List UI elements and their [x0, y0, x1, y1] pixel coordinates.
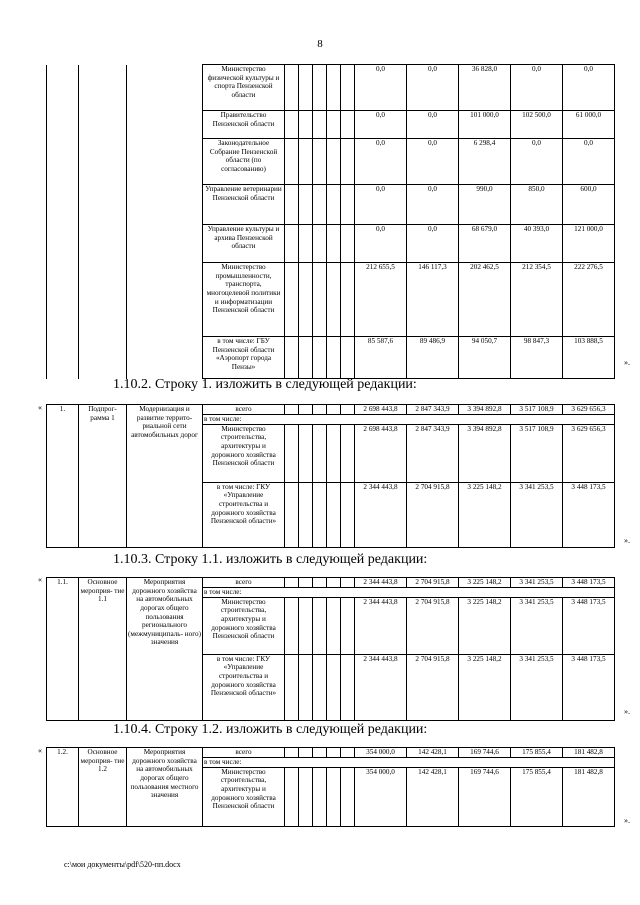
empty-cell — [79, 263, 127, 337]
empty-cell — [327, 225, 341, 263]
cell-value: 3 517 108,9 — [511, 405, 563, 415]
empty-cell — [313, 139, 327, 185]
cell-value: 0,0 — [407, 225, 459, 263]
label-total: всего — [203, 405, 285, 415]
footer-file-path: c:\мои документы\pdf\520-пп.docx — [64, 860, 181, 869]
cell-value: 98 847,3 — [511, 337, 563, 379]
cell-value: 222 276,5 — [563, 263, 615, 337]
cell-value: 0,0 — [407, 111, 459, 139]
empty-cell — [341, 337, 355, 379]
heading-2: 1.10.3. Строку 1.1. изложить в следующей редакции: — [113, 552, 428, 567]
table-row — [47, 263, 615, 337]
cell-value: 89 486,9 — [407, 337, 459, 379]
empty-cell — [285, 139, 299, 185]
measure-name: Мероприятия дорожного хозяйства на автомобильных дорогах общего пользования регионального (межмуниципаль- ного) значения — [127, 578, 203, 721]
org-name: Министерство строительства, архитектуры и дорожного хозяйства Пензенской области — [203, 597, 285, 654]
cell-value: 3 341 253,5 — [511, 654, 563, 720]
cell-value: 3 448 173,5 — [563, 578, 615, 588]
cell-value: 146 117,3 — [407, 263, 459, 337]
cell-value: 85 587,6 — [355, 337, 407, 379]
closing-quote-2: ». — [624, 536, 630, 545]
cell-value: 0,0 — [563, 65, 615, 111]
cell-value: 2 704 915,8 — [407, 654, 459, 720]
table-row-1 — [46, 404, 615, 548]
cell-value: 2 344 443,8 — [355, 654, 407, 720]
cell-value: 202 462,5 — [459, 263, 511, 337]
empty-cell — [327, 185, 341, 225]
cell-value: 36 828,0 — [459, 65, 511, 111]
empty-cell — [313, 185, 327, 225]
empty-cell — [47, 111, 79, 139]
empty-cell — [47, 139, 79, 185]
org-name: в том числе: ГБУ Пензенской области «Аэропорт города Пензы» — [203, 337, 285, 379]
closing-quote-1: ». — [624, 358, 630, 367]
cell-value: 0,0 — [407, 65, 459, 111]
empty-cell — [327, 65, 341, 111]
empty-cell — [47, 225, 79, 263]
cell-value: 990,0 — [459, 185, 511, 225]
empty-cell — [127, 185, 203, 225]
cell-value: 142 428,1 — [407, 767, 459, 826]
table-row — [47, 337, 615, 379]
empty-cell — [313, 65, 327, 111]
cell-value: 101 000,0 — [459, 111, 511, 139]
cell-value: 2 847 343,9 — [407, 424, 459, 482]
measure-name: Мероприятия дорожного хозяйства на автомобильных дорогах общего пользования местного значения — [127, 748, 203, 827]
cell-value: 2 344 443,8 — [355, 597, 407, 654]
table-row — [47, 65, 615, 111]
empty-cell — [285, 65, 299, 111]
cell-value: 3 394 892,8 — [459, 405, 511, 415]
table-row — [47, 111, 615, 139]
empty-cell — [341, 111, 355, 139]
table-row-1-2 — [46, 747, 615, 827]
subprogram-name: Основное мероприя- тие 1.1 — [79, 578, 127, 721]
cell-value: 3 394 892,8 — [459, 424, 511, 482]
empty-cell — [299, 263, 313, 337]
cell-value: 103 888,5 — [563, 337, 615, 379]
empty-cell — [299, 139, 313, 185]
empty-cell — [299, 111, 313, 139]
table-row — [47, 139, 615, 185]
org-name: Министерство физической культуры и спорта Пензенской области — [203, 65, 285, 111]
closing-quote-4: ». — [624, 816, 630, 825]
org-name: Министерство промышленности, транспорта, многоцелевой политики и информатизации Пензенской области — [203, 263, 285, 337]
cell-value: 102 500,0 — [511, 111, 563, 139]
empty-cell — [299, 337, 313, 379]
cell-value: 0,0 — [407, 185, 459, 225]
table-ministries — [46, 64, 615, 379]
empty-cell — [313, 263, 327, 337]
cell-value: 175 855,4 — [511, 748, 563, 758]
empty-cell — [285, 225, 299, 263]
cell-value: 68 679,0 — [459, 225, 511, 263]
cell-value: 600,0 — [563, 185, 615, 225]
org-name: Министерство строительства, архитектуры и дорожного хозяйства Пензенской области — [203, 424, 285, 482]
label-total: всего — [203, 748, 285, 758]
cell-value: 3 341 253,5 — [511, 578, 563, 588]
empty-cell — [285, 263, 299, 337]
empty-cell — [327, 337, 341, 379]
cell-value: 2 847 343,9 — [407, 405, 459, 415]
cell-value: 0,0 — [355, 65, 407, 111]
empty-cell — [299, 225, 313, 263]
org-name: Законодательное Собрание Пензенской области (по согласованию) — [203, 139, 285, 185]
empty-cell — [341, 139, 355, 185]
cell-value: 0,0 — [563, 139, 615, 185]
cell-value: 3 448 173,5 — [563, 482, 615, 547]
cell-value: 121 000,0 — [563, 225, 615, 263]
cell-value: 0,0 — [355, 111, 407, 139]
empty-cell — [79, 139, 127, 185]
empty-cell — [313, 225, 327, 263]
empty-cell — [79, 111, 127, 139]
empty-cell — [127, 111, 203, 139]
table-row — [47, 185, 615, 225]
org-name: Правительство Пензенской области — [203, 111, 285, 139]
org-name: в том числе: ГКУ «Управление строительства и дорожного хозяйства Пензенской области» — [203, 654, 285, 720]
cell-value: 2 704 915,8 — [407, 597, 459, 654]
cell-value: 2 344 443,8 — [355, 482, 407, 547]
cell-value: 40 393,0 — [511, 225, 563, 263]
cell-value: 3 517 108,9 — [511, 424, 563, 482]
cell-value: 3 629 656,3 — [563, 424, 615, 482]
empty-cell — [127, 263, 203, 337]
row-number: 1.2. — [47, 748, 79, 827]
empty-cell — [47, 263, 79, 337]
empty-cell — [47, 65, 79, 111]
label-total: всего — [203, 578, 285, 588]
cell-value: 3 341 253,5 — [511, 597, 563, 654]
cell-value: 2 344 443,8 — [355, 578, 407, 588]
empty-cell — [79, 225, 127, 263]
cell-value: 0,0 — [511, 139, 563, 185]
heading-1: 1.10.2. Строку 1. изложить в следующей редакции: — [113, 377, 417, 392]
cell-value: 3 225 148,2 — [459, 597, 511, 654]
cell-value: 181 482,8 — [563, 748, 615, 758]
cell-value: 3 225 148,2 — [459, 578, 511, 588]
cell-value: 3 341 253,5 — [511, 482, 563, 547]
cell-value: 175 855,4 — [511, 767, 563, 826]
cell-value: 3 225 148,2 — [459, 482, 511, 547]
cell-value: 94 050,7 — [459, 337, 511, 379]
cell-value: 212 655,5 — [355, 263, 407, 337]
empty-cell — [341, 263, 355, 337]
cell-value: 169 744,6 — [459, 748, 511, 758]
open-quote-2: « — [38, 403, 42, 412]
subprogram-name: Основное мероприя- тие 1.2 — [79, 748, 127, 827]
cell-value: 2 704 915,8 — [407, 482, 459, 547]
empty-cell — [313, 337, 327, 379]
cell-value: 3 629 656,3 — [563, 405, 615, 415]
org-name: Управление ветеринарии Пензенской области — [203, 185, 285, 225]
cell-value: 3 448 173,5 — [563, 597, 615, 654]
cell-value: 0,0 — [355, 139, 407, 185]
cell-value: 2 698 443,8 — [355, 424, 407, 482]
cell-value: 169 744,6 — [459, 767, 511, 826]
empty-cell — [47, 185, 79, 225]
cell-value: 142 428,1 — [407, 748, 459, 758]
cell-value: 181 482,8 — [563, 767, 615, 826]
empty-cell — [341, 65, 355, 111]
cell-value: 0,0 — [511, 65, 563, 111]
page-number: 8 — [317, 38, 323, 50]
empty-cell — [313, 111, 327, 139]
org-name: Управление культуры и архива Пензенской области — [203, 225, 285, 263]
cell-value: 6 298,4 — [459, 139, 511, 185]
cell-value: 0,0 — [355, 185, 407, 225]
empty-cell — [47, 337, 79, 379]
org-name: Министерство строительства, архитектуры и дорожного хозяйства Пензенской области — [203, 767, 285, 826]
open-quote-3: « — [38, 575, 42, 584]
label-incl: в том числе: — [203, 758, 615, 768]
cell-value: 3 225 148,2 — [459, 654, 511, 720]
cell-value: 2 704 915,8 — [407, 578, 459, 588]
empty-cell — [327, 263, 341, 337]
heading-3: 1.10.4. Строку 1.2. изложить в следующей редакции: — [113, 722, 428, 737]
closing-quote-3: ». — [624, 707, 630, 716]
measure-name: Модернизация и развитие террито- риальной сети автомобильных дорог — [127, 405, 203, 548]
empty-cell — [79, 185, 127, 225]
empty-cell — [127, 139, 203, 185]
cell-value: 0,0 — [407, 139, 459, 185]
empty-cell — [285, 111, 299, 139]
cell-value: 2 698 443,8 — [355, 405, 407, 415]
cell-value: 354 000,0 — [355, 748, 407, 758]
empty-cell — [127, 65, 203, 111]
table-row — [47, 225, 615, 263]
empty-cell — [327, 139, 341, 185]
row-number: 1. — [47, 405, 79, 548]
empty-cell — [341, 185, 355, 225]
org-name: в том числе: ГКУ «Управление строительства и дорожного хозяйства Пензенской области» — [203, 482, 285, 547]
empty-cell — [299, 185, 313, 225]
label-incl: в том числе: — [203, 588, 615, 598]
empty-cell — [299, 65, 313, 111]
cell-value: 850,0 — [511, 185, 563, 225]
cell-value: 0,0 — [355, 225, 407, 263]
open-quote-4: « — [38, 746, 42, 755]
cell-value: 354 000,0 — [355, 767, 407, 826]
subprogram-name: Подпрог- рамма 1 — [79, 405, 127, 548]
label-incl: в том числе: — [203, 415, 615, 425]
cell-value: 3 448 173,5 — [563, 654, 615, 720]
empty-cell — [127, 337, 203, 379]
row-number: 1.1. — [47, 578, 79, 721]
table-row-1-1 — [46, 577, 615, 721]
empty-cell — [341, 225, 355, 263]
cell-value: 61 000,0 — [563, 111, 615, 139]
empty-cell — [285, 185, 299, 225]
empty-cell — [285, 337, 299, 379]
empty-cell — [127, 225, 203, 263]
empty-cell — [79, 65, 127, 111]
cell-value: 212 354,5 — [511, 263, 563, 337]
empty-cell — [79, 337, 127, 379]
empty-cell — [327, 111, 341, 139]
